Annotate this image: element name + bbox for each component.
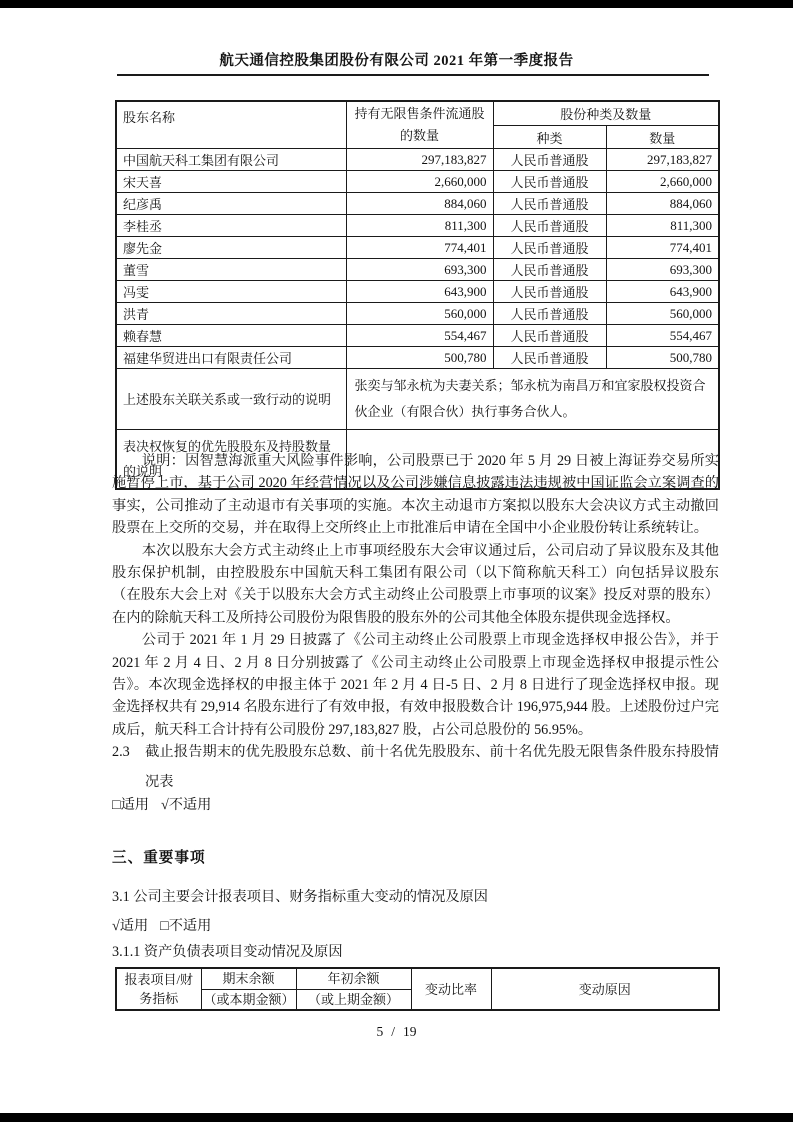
shareholder-name: 董雪 (116, 259, 346, 281)
shareholder-name: 纪彦禹 (116, 193, 346, 215)
header-divider (117, 74, 709, 76)
share-class: 人民币普通股 (493, 149, 606, 171)
col-header-share-count: 数量 (606, 126, 719, 149)
applicability-line-2-3 (112, 794, 211, 814)
col-header-report-item: 报表项目/财务指标 (116, 968, 201, 1010)
holding-count: 297,183,827 (346, 149, 493, 171)
share-count: 554,467 (606, 325, 719, 347)
share-class: 人民币普通股 (493, 193, 606, 215)
shareholder-name: 赖春慧 (116, 325, 346, 347)
col-header-shareholder-name: 股东名称 (116, 101, 346, 149)
checkbox-applicable: □适用 (112, 797, 149, 813)
table-row (116, 193, 719, 215)
section-3-1-heading: 3.1 公司主要会计报表项目、财务指标重大变动的情况及原因 (112, 889, 488, 905)
relation-note-row (116, 369, 719, 430)
explanation-paragraphs (112, 450, 719, 741)
col-header-share-class: 种类 (493, 126, 606, 149)
shareholder-name: 廖先金 (116, 237, 346, 259)
paragraph-delisting-explanation: 说明：因智慧海派重大风险事件影响，公司股票已于 2020 年 5 月 29 日被上海证券交易所实施暂停上市，基于公司 2020 年经营情况以及公司涉嫌信息披露违法违规被中国证监会立案调查的事实，公司推动了主动退市有关事项的实施。本次主动退市方案拟以股东大会决议方式主动撤回股票在上交所的交易，并在取得上交所终止上市批准后申请在全国中小企业股份转让系统转让。 (112, 453, 719, 537)
checkbox-not-applicable: √不适用 (160, 797, 212, 813)
checkbox-not-applicable: □不适用 (160, 918, 212, 934)
page-current: 5 (376, 1024, 384, 1039)
share-class: 人民币普通股 (493, 259, 606, 281)
share-count: 2,660,000 (606, 171, 719, 193)
table-row (116, 281, 719, 303)
share-count: 884,060 (606, 193, 719, 215)
table-row (116, 237, 719, 259)
section-number: 2.3 (112, 744, 130, 760)
table-header-row (116, 101, 719, 126)
table-row (116, 149, 719, 171)
table-row (116, 215, 719, 237)
share-count: 500,780 (606, 347, 719, 369)
share-count: 560,000 (606, 303, 719, 325)
scan-edge-top (0, 0, 793, 8)
col-header-change-ratio: 变动比率 (411, 968, 491, 1010)
share-class: 人民币普通股 (493, 303, 606, 325)
share-count: 693,300 (606, 259, 719, 281)
balance-sheet-change-table (115, 967, 720, 1011)
share-class: 人民币普通股 (493, 347, 606, 369)
col-header-change-reason: 变动原因 (491, 968, 719, 1010)
paragraph-cash-option-result: 公司于 2021 年 1 月 29 日披露了《公司主动终止公司股票上市现金选择权申报公告》，并于 2021 年 2 月 4 日、2 月 8 日分别披露了《公司主动终止公司股票上市现金选择权申报提示性公告》。本次现金选择权的申报主体于 2021 年 2 月 4 日-5 日、2 月 8 日进行了现金选择权申报。现金选择权共有 29,914 名股东进行了有效申报，有效申报股数合计 196,975,944 股。上述股份过户完成后，航天科工合计持有公司股份 297,183,827 股，占公司总股份的 56.95%。 (112, 632, 719, 738)
share-count: 811,300 (606, 215, 719, 237)
share-count: 774,401 (606, 237, 719, 259)
share-class: 人民币普通股 (493, 171, 606, 193)
table-row (116, 303, 719, 325)
holding-count: 693,300 (346, 259, 493, 281)
section-3-1-1-heading: 3.1.1 资产负债表项目变动情况及原因 (112, 944, 343, 960)
shareholder-name: 宋天喜 (116, 171, 346, 193)
share-class: 人民币普通股 (493, 325, 606, 347)
holding-count: 500,780 (346, 347, 493, 369)
share-count: 297,183,827 (606, 149, 719, 171)
share-count: 643,900 (606, 281, 719, 303)
table-row (116, 259, 719, 281)
page-total: 19 (403, 1024, 417, 1039)
holding-count: 560,000 (346, 303, 493, 325)
holding-count: 811,300 (346, 215, 493, 237)
col-header-ending-balance-sub: （或本期金额） (201, 989, 296, 1010)
shareholder-table (115, 100, 720, 490)
page-separator: / (391, 1024, 395, 1039)
page-title: 航天通信控股集团股份有限公司 2021 年第一季度报告 (219, 53, 574, 69)
share-class: 人民币普通股 (493, 215, 606, 237)
col-header-unrestricted-shares: 持有无限售条件流通股的数量 (346, 101, 493, 149)
table-row (116, 171, 719, 193)
relation-note-value: 张奕与邹永杭为夫妻关系；邹永杭为南昌万和宜家股权投资合伙企业（有限合伙）执行事务合伙人。 (346, 369, 719, 430)
checkbox-applicable: √适用 (112, 918, 149, 934)
section-2-3-heading (112, 737, 719, 797)
page-number (0, 1024, 793, 1040)
preferred-note-label: 表决权恢复的优先股股东及持股数量的说明 (116, 430, 346, 490)
shareholder-name: 李桂丞 (116, 215, 346, 237)
holding-count: 884,060 (346, 193, 493, 215)
col-header-ending-balance: 期末余额 (201, 968, 296, 989)
col-header-beginning-balance-sub: （或上期金额） (296, 989, 411, 1010)
balance-table-header-row-1 (116, 968, 719, 989)
shareholder-name: 福建华贸进出口有限责任公司 (116, 347, 346, 369)
shareholder-name: 洪青 (116, 303, 346, 325)
section-title: 截止报告期末的优先股股东总数、前十名优先股股东、前十名优先股无限售条件股东持股情况表 (145, 744, 719, 790)
table-row (116, 347, 719, 369)
col-header-beginning-balance: 年初余额 (296, 968, 411, 989)
holding-count: 2,660,000 (346, 171, 493, 193)
relation-note-label: 上述股东关联关系或一致行动的说明 (116, 369, 346, 430)
col-header-share-class-group: 股份种类及数量 (493, 101, 719, 126)
table-row (116, 325, 719, 347)
applicability-line-3-1 (112, 915, 211, 935)
share-class: 人民币普通股 (493, 281, 606, 303)
shareholder-name: 中国航天科工集团有限公司 (116, 149, 346, 171)
holding-count: 774,401 (346, 237, 493, 259)
section-3-heading: 三、重要事项 (112, 850, 206, 866)
holding-count: 554,467 (346, 325, 493, 347)
share-class: 人民币普通股 (493, 237, 606, 259)
scan-edge-bottom (0, 1113, 793, 1122)
shareholder-name: 冯雯 (116, 281, 346, 303)
holding-count: 643,900 (346, 281, 493, 303)
paragraph-shareholder-protection: 本次以股东大会方式主动终止上市事项经股东大会审议通过后，公司启动了异议股东及其他股东保护机制，由控股股东中国航天科工集团有限公司（以下简称航天科工）向包括异议股东（在股东大会上对《关于以股东大会方式主动终止公司股票上市事项的议案》投反对票的股东）在内的除航天科工及所持公司股份为限售股的股东外的公司其他全体股东提供现金选择权。 (112, 542, 719, 626)
